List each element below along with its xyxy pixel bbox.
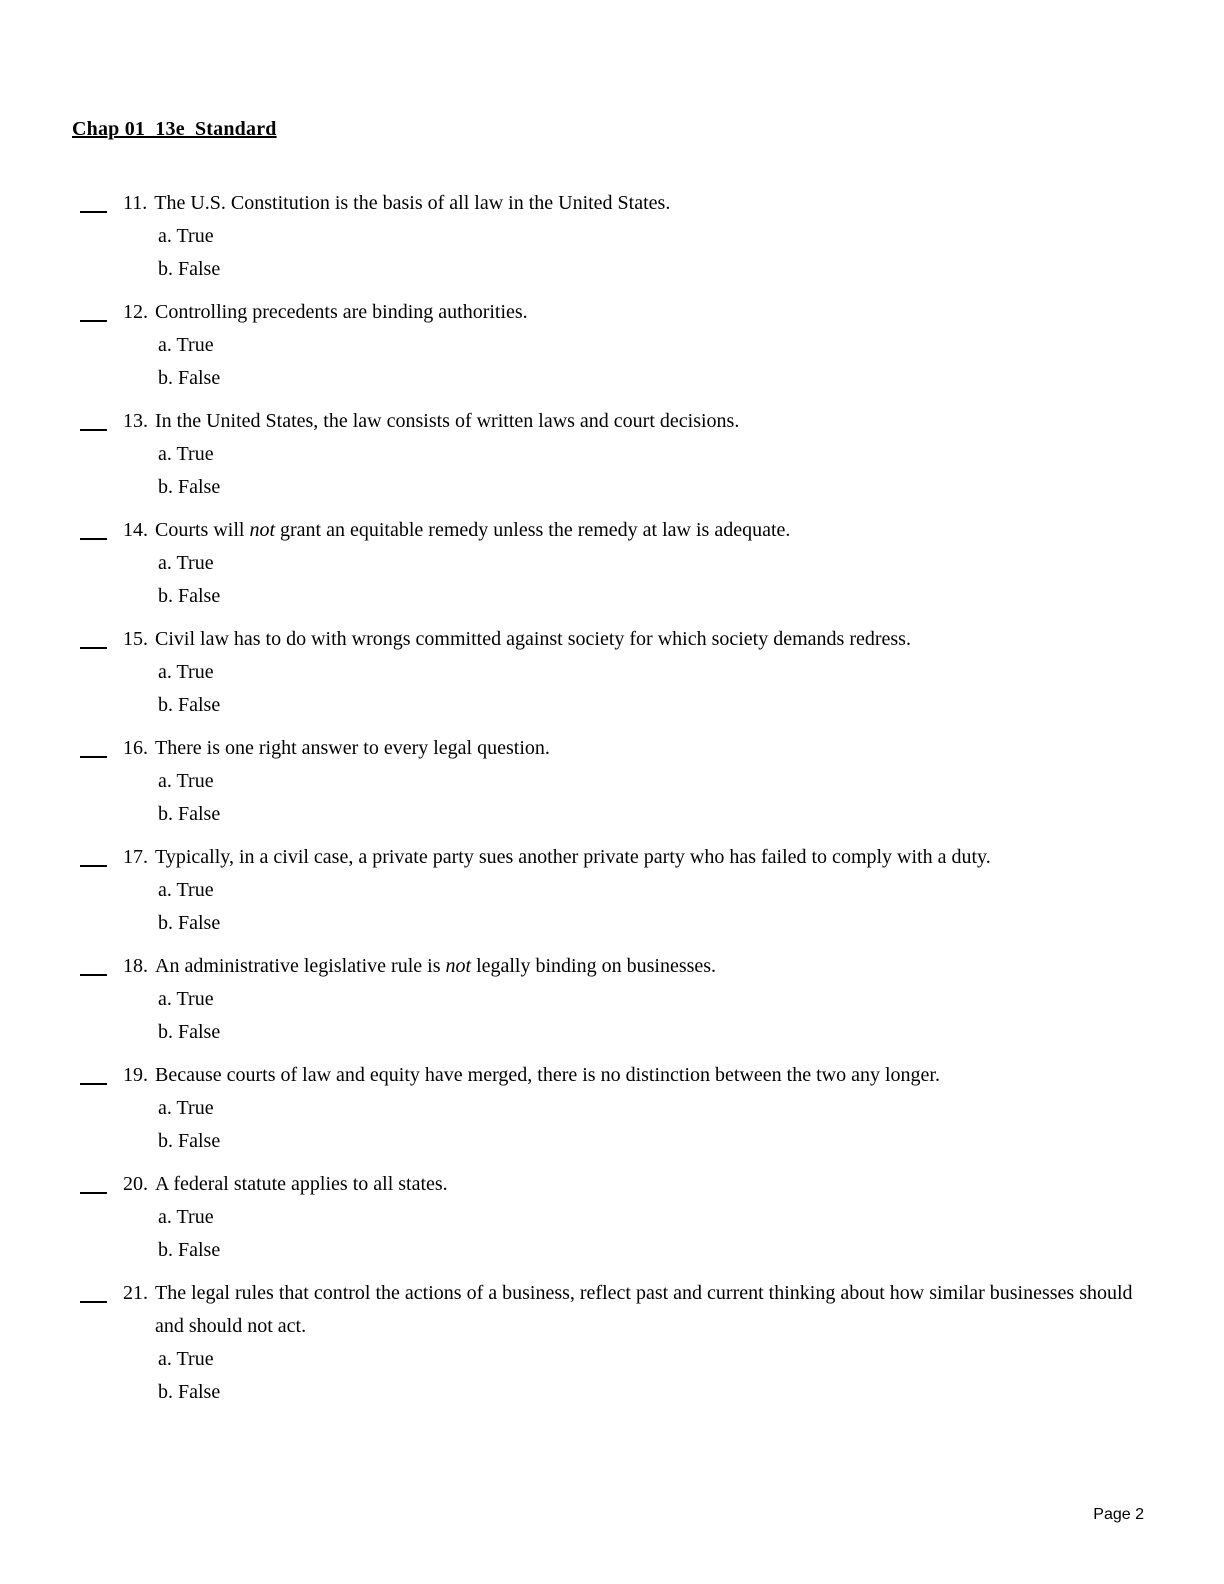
question-text-run: There is one right answer to every legal question. [155,737,550,759]
question-text [155,514,1152,547]
question-number: 12. [123,301,148,323]
option-false: b. False [158,694,221,716]
question-item [72,405,1152,504]
option-false: b. False [158,1239,221,1261]
question-text-run: The legal rules that control the actions of a business, reflect past and current thinking about how similar businesses should and should not act. [155,1282,1133,1337]
question-number: 18. [123,955,148,977]
option-false: b. False [158,803,221,825]
question-text [155,732,1152,765]
page-title: Chap 01_13e_Standard [72,118,277,140]
option-false: b. False [158,367,221,389]
question-item [72,514,1152,613]
question-text [154,187,1152,220]
question-text-run: A federal statute applies to all states. [155,1173,448,1195]
answer-blank [80,1277,107,1303]
question-row [72,950,1152,983]
question-number: 16. [123,737,148,759]
question-row [72,1277,1152,1343]
question-item [72,187,1152,286]
option-false: b. False [158,1021,221,1043]
option-true: a. True [158,661,214,683]
question-text [155,405,1152,438]
question-text-run: Courts will [155,519,250,541]
question-text [155,1168,1152,1201]
option-true: a. True [158,552,214,574]
question-row [72,732,1152,765]
page-number: Page 2 [1093,1506,1144,1523]
question-text-run: Controlling precedents are binding authorities. [155,301,528,323]
question-item [72,1059,1152,1158]
answer-blank [80,296,107,322]
question-item [72,732,1152,831]
question-text-emphasis: not [249,519,276,541]
question-number: 11. [123,192,148,214]
question-number: 20. [123,1173,148,1195]
question-text-run: legally binding on businesses. [471,955,717,977]
answer-blank [80,841,107,867]
question-text-run: grant an equitable remedy unless the remedy at law is adequate. [275,519,791,541]
question-row [72,187,1152,220]
answer-blank [80,514,107,540]
answer-blank [80,1168,107,1194]
question-text-run: Because courts of law and equity have merged, there is no distinction between the two any longer. [155,1064,940,1086]
option-true: a. True [158,770,214,792]
option-true: a. True [158,443,214,465]
question-text-run: The U.S. Constitution is the basis of all law in the United States. [154,192,671,214]
question-number: 13. [123,410,148,432]
question-text [155,1277,1152,1343]
question-text-run: In the United States, the law consists of written laws and court decisions. [155,410,740,432]
question-item [72,841,1152,940]
question-item [72,623,1152,722]
question-item [72,950,1152,1049]
question-text [155,623,1152,656]
option-false: b. False [158,258,221,280]
question-text-emphasis: not [445,955,472,977]
question-row [72,405,1152,438]
option-true: a. True [158,334,214,356]
question-item [72,296,1152,395]
option-true: a. True [158,1348,214,1370]
option-false: b. False [158,1381,221,1403]
option-true: a. True [158,1206,214,1228]
question-row [72,1168,1152,1201]
question-number: 15. [123,628,148,650]
option-true: a. True [158,1097,214,1119]
question-list [72,187,1152,1409]
question-text-run: An administrative legislative rule is [155,955,446,977]
question-row [72,514,1152,547]
question-item [72,1277,1152,1409]
question-text-run: Typically, in a civil case, a private party sues another private party who has failed to comply with a duty. [155,846,991,868]
question-text [155,950,1152,983]
answer-blank [80,1059,107,1085]
answer-blank [80,623,107,649]
question-text [155,1059,1152,1092]
option-false: b. False [158,476,221,498]
option-false: b. False [158,1130,221,1152]
question-row [72,623,1152,656]
option-false: b. False [158,912,221,934]
question-text [155,296,1152,329]
answer-blank [80,405,107,431]
question-row [72,1059,1152,1092]
question-number: 21. [123,1282,148,1304]
question-item [72,1168,1152,1267]
answer-blank [80,187,107,213]
option-true: a. True [158,225,214,247]
question-text [155,841,1152,874]
option-false: b. False [158,585,221,607]
question-text-run: Civil law has to do with wrongs committed against society for which society demands redress. [155,628,911,650]
answer-blank [80,950,107,976]
option-true: a. True [158,879,214,901]
question-number: 17. [123,846,148,868]
question-number: 19. [123,1064,148,1086]
option-true: a. True [158,988,214,1010]
answer-blank [80,732,107,758]
question-row [72,841,1152,874]
question-row [72,296,1152,329]
question-number: 14. [123,519,148,541]
